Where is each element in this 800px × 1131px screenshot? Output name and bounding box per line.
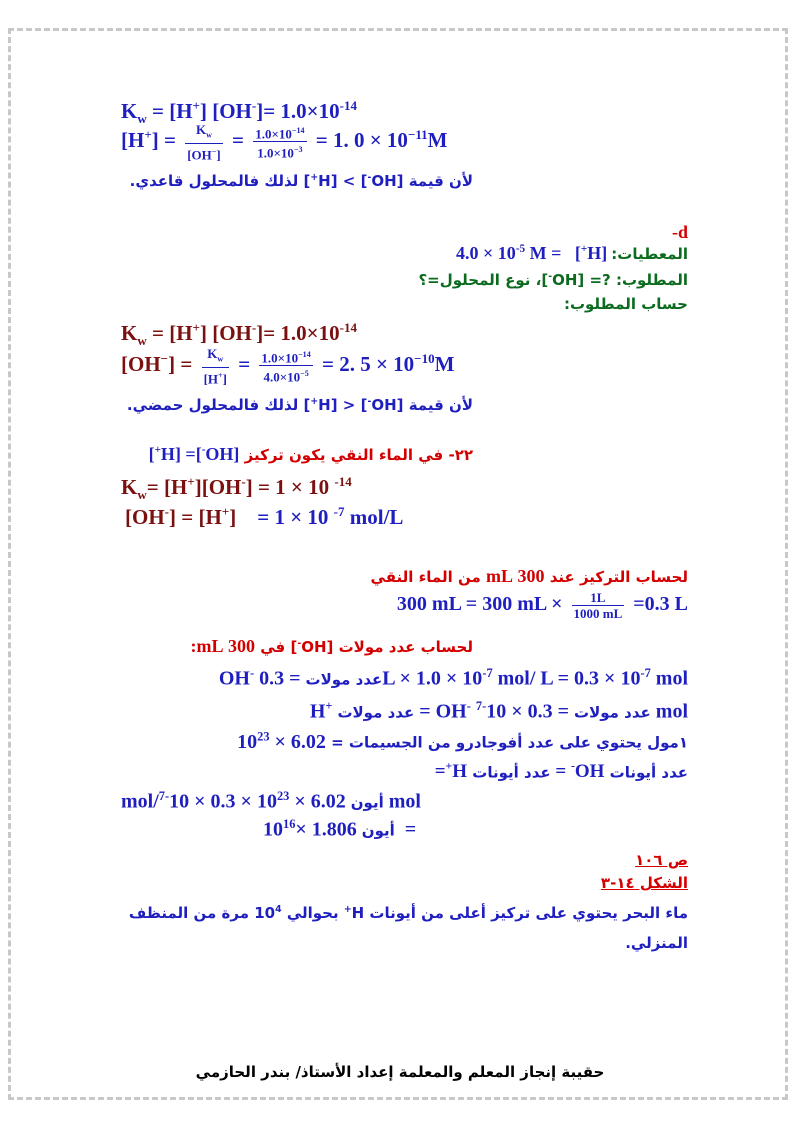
calc-label: حساب المطلوب: xyxy=(563,295,688,313)
footer: حقيبة إنجاز المعلم والمعلمة إعداد الأستاذ/ بندر الحازمي xyxy=(195,1063,605,1081)
required-line: المطلوب: ?= [OH-]، نوع المحلول=؟ xyxy=(418,271,688,289)
given-value: $[H^+] = 4.0 \times 10^{-5}$ M xyxy=(456,243,608,263)
frac-2 xyxy=(259,347,312,385)
ions-label: عدد أيونات OH- = عدد أيونات H+= xyxy=(434,760,688,783)
r2: = 2. $5 \times 10^{-10}M$ xyxy=(321,350,455,376)
q22-line: ٢٢- في الماء النقي يكون تركيز [OH-]= [H+] xyxy=(148,444,473,464)
conv-den: 1000 mL xyxy=(573,606,623,621)
r1: = 1. $0 \times 10^{-11}M$ xyxy=(315,126,448,152)
h-calc: [H+] = $\frac{K_w}{[OH^-]}$ = $\frac{1.0\times 10^{-14}}{1.0\times 10^{-3}}$ = 1. $0 \times 10^{-11}M$ xyxy=(121,122,448,162)
mol-oh-line: OH- عدد مولات = $0.3L \times 1.0 \times 10^{-7}$ mol/ $L = 0.3 \times 10^{-7}$ mol xyxy=(218,666,688,690)
figure-ref: الشكل ١٤-٣ xyxy=(600,874,688,892)
kw-equation: $K_w = [H^+]$ $[OH^-]= 1.0\times 10^{-14}$ xyxy=(121,98,358,127)
ions-calc: mol/ أيون $6.02 \times 10^{23} \times 0.3 \times 10^{-7}$ mol xyxy=(121,789,421,813)
avogadro-line: ١مول يحتوي على عدد أفوجادرو من الجسيمات = $6.02 \times 10^{23}$ xyxy=(237,729,688,753)
mol-title: لحساب عدد مولات [OH-] في 300 mL: xyxy=(190,636,473,656)
kw-equation-2: $K_w = [H^+]$ $[OH^-]= 1.0\times 10^{-14}$ xyxy=(121,320,358,349)
given-label: المعطيات: xyxy=(611,245,688,263)
figure-text-2: المنزلي. xyxy=(625,934,688,952)
oh-calc: [OH−] = $\frac{K_w}{[H^+]}$ = $\frac{1.0\times 10^{-14}}{4.0\times 10^{-5}}$ = 2. $5 \times 10^{-10}M$ xyxy=(121,346,455,386)
given-line xyxy=(456,243,688,264)
n1: $1.0\times 10^{-14}$ xyxy=(253,123,306,142)
conclusion-basic: لأن قيمة [OH-] > [H+] لذلك فالمحلول قاعدي. xyxy=(129,172,473,190)
ions-result: أيون $1.806 \times 10^{16}$ = xyxy=(263,817,417,841)
kw-over-oh xyxy=(185,122,223,162)
kw-over-h: $\frac{K_w}{[H^+]}$ xyxy=(203,346,227,386)
conv-num: 1L xyxy=(572,590,625,606)
conv-a: 300 mL = 300 mL × xyxy=(396,593,563,616)
frac-1 xyxy=(253,123,306,161)
kw-equation-3: $K_w= [H^+][OH^-] = 1 \times 10$ $^{-14}$ xyxy=(121,474,352,503)
oh-equals-h: [OH-] = [H+] = 1 × 10 $^{-7}$ mol/L xyxy=(125,504,404,529)
conversion xyxy=(397,590,688,621)
mol-h-line: H+ عدد مولات = OH- عدد مولات = $0.3 \times 10^{-7}$ mol xyxy=(309,699,688,723)
oh-label: [OH−] xyxy=(121,350,176,376)
kw-num: $K_w$ xyxy=(185,122,223,144)
n2: $1.0\times 10^{-14}$ xyxy=(259,347,312,366)
oh-den: [OH−] xyxy=(187,146,221,162)
conv-b: =0.3 L xyxy=(633,593,688,616)
h-label: [H+] xyxy=(121,126,159,152)
part-d-label: -d xyxy=(671,222,688,242)
page-ref: ص ١٠٦ xyxy=(635,851,688,869)
conc-title: لحساب التركيز عند 300 mL من الماء النقي xyxy=(370,566,688,586)
conclusion-acidic: لأن قيمة [OH-] < [H+] لذلك فالمحلول حمضي. xyxy=(126,396,473,414)
figure-text-1: ماء البحر يحتوي على تركيز أعلى من أيونات H+ بحوالي $10^4$ مرة من المنظف xyxy=(128,904,688,922)
d2: $4.0\times 10^{-5}$ xyxy=(263,369,309,385)
d1: $1.0\times 10^{-3}$ xyxy=(257,145,303,161)
